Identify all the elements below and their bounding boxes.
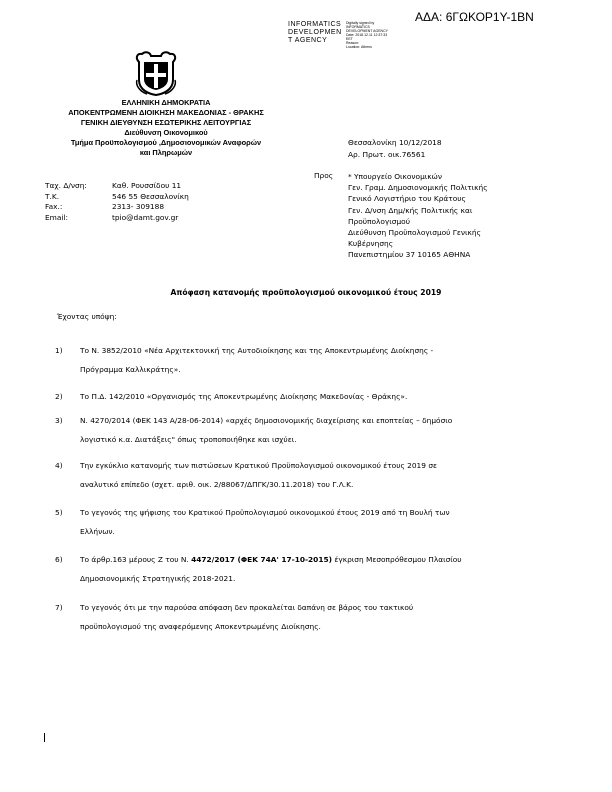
item-text-cont: αναλυτικό επίπεδο (σχετ. αριθ. οικ. 2/88067/ΔΠΓΚ/30.11.2018) του Γ.Λ.Κ. [80, 480, 354, 489]
text-cursor-mark [44, 733, 45, 742]
item-text: Ν. 4270/2014 (ΦΕΚ 143 Α/28-06-2014) «αρχές δημοσιονομικής διαχείρισης και εποπτείας – δημόσιο [80, 416, 453, 425]
ada-code: ΑΔΑ: 6ΓΩΚΟΡ1Υ-1ΒΝ [415, 10, 534, 24]
fine-line: Digitally signed by [346, 21, 375, 25]
issuer-block [20, 98, 312, 158]
list-item [55, 503, 540, 541]
recipients-block [348, 171, 488, 261]
contact-label: Τ.Κ. [45, 191, 60, 201]
recipient-line: Διεύθυνση Προϋπολογισμού Γενικής [348, 228, 481, 238]
protocol-number: Αρ. Πρωτ. οικ.76561 [348, 150, 426, 159]
recipient-line: * Υπουργείο Οικονομικών [348, 172, 442, 181]
list-item [55, 550, 540, 588]
signature-fine-print [346, 21, 388, 49]
email-value: tpio@damt.gov.gr [112, 212, 179, 222]
item-text: Το Ν. 3852/2010 «Νέα Αρχιτεκτονική της Αυτοδιοίκησης και της Αποκεντρωμένης Διοίκησης - [80, 346, 434, 355]
greek-coat-of-arms-icon [133, 48, 179, 96]
digital-signature-stamp [288, 21, 342, 45]
stamp-line: INFORMATICS [288, 21, 342, 28]
document-date: Θεσσαλονίκη 10/12/2018 [348, 138, 442, 147]
issuer-general-directorate: ΓΕΝΙΚΗ ΔΙΕΥΘΥΝΣΗ ΕΣΩΤΕΡΙΚΗΣ ΛΕΙΤΟΥΡΓΙΑΣ [80, 118, 252, 127]
fine-line: INFORMATICS [346, 25, 370, 29]
item-text-cont: Πρόγραμμα Καλλικράτης». [80, 365, 181, 374]
issuer-department: Τμήμα Προϋπολογισμού ,Δημοσιονομικών Αναφορών [70, 138, 262, 147]
recipient-line: Γεν. Γραμ. Δημοσιονομικής Πολιτικής [348, 183, 488, 193]
contact-row [45, 192, 189, 203]
fine-line: DEVELOPMENT AGENCY [346, 29, 388, 33]
recipient-line: Γεν. Δ/νση Δημ/κής Πολιτικής και [348, 205, 473, 215]
stamp-line: DEVELOPMEN [288, 29, 342, 36]
item-text-cont: Δημοσιονομικής Στρατηγικής 2018-2021. [80, 574, 236, 583]
contact-label: Ταχ. Δ/νση: [45, 181, 87, 190]
decision-title: Απόφαση κατανομής προϋπολογισμού οικονομικού έτους 2019 [170, 288, 442, 297]
item-number: 1) [55, 346, 63, 355]
issuer-country: ΕΛΛΗΝΙΚΗ ΔΗΜΟΚΡΑΤΙΑ [121, 98, 211, 107]
item-text-cont: λογιστικό κ.α. Διατάξεις" όπως τροποποιήθηκε και ισχύει. [80, 435, 297, 444]
item-text [55, 550, 540, 569]
item-text: Το Π.Δ. 142/2010 «Οργανισμός της Αποκεντρωμένης Διοίκησης Μακεδονίας - Θράκης». [80, 392, 408, 401]
contact-row [45, 181, 189, 192]
contact-value: 2313- 309188 [112, 202, 165, 211]
law-reference: 4472/2017 (ΦΕΚ 74Α' 17-10-2015) [191, 555, 332, 564]
list-item [55, 387, 540, 406]
fine-line: Location: Athens [346, 45, 372, 49]
item-text: Το γεγονός ότι με την παρούσα απόφαση δεν προκαλείται δαπάνη σε βάρος του τακτικού [80, 603, 414, 612]
item-text-part: Το άρθρ.163 μέρους Ζ του Ν. [80, 555, 192, 564]
item-number: 6) [55, 555, 63, 564]
contact-value: Καθ. Ρουσσίδου 11 [112, 181, 182, 190]
issuer-directorate: Διεύθυνση Οικονομικού [124, 128, 208, 137]
item-text-cont: Ελλήνων. [80, 527, 115, 536]
fine-line: EET [346, 37, 353, 41]
item-number: 2) [55, 392, 63, 401]
list-item [55, 341, 540, 379]
item-text-cont: προϋπολογισμού της αναφερόμενης Αποκεντρωμένης Διοίκησης. [80, 622, 321, 631]
fine-line: Reason: [346, 41, 360, 45]
stamp-line: T AGENCY [288, 37, 328, 44]
contact-value: 546 55 Θεσσαλονίκη [112, 191, 189, 201]
list-item [55, 598, 540, 636]
item-text: Την εγκύκλιο κατανομής των πιστώσεων Κρατικού Προϋπολογισμού οικονομικού έτους 2019 σε [80, 461, 437, 470]
issuer-department-cont: και Πληρωμών [139, 148, 193, 157]
item-number: 4) [55, 461, 63, 470]
item-number: 3) [55, 416, 63, 425]
contact-row [45, 213, 189, 224]
item-text: Το γεγονός της ψήφισης του Κρατικού Προϋπολογισμού οικονομικού έτους 2019 από τη Βουλή των [80, 508, 450, 517]
item-number: 5) [55, 508, 63, 517]
recipient-line: Προϋπολογισμού [348, 216, 410, 226]
issuer-authority: ΑΠΟΚΕΝΤΡΩΜΕΝΗ ΔΙΟΙΚΗΣΗ ΜΑΚΕΔΟΝΙΑΣ - ΘΡΑΚΗΣ [68, 108, 264, 117]
contact-label: Fax.: [45, 202, 63, 211]
considering-intro: Έχοντας υπόψη: [57, 312, 117, 321]
contact-row [45, 202, 189, 213]
recipient-line: Γενικό Λογιστήριο του Κράτους [348, 194, 466, 204]
fine-line: Date: 2018.12.11 12:37:33 [346, 33, 388, 37]
item-text-part: έγκριση Μεσοπρόθεσμου Πλαισίου [332, 555, 462, 564]
contact-label: Email: [45, 212, 68, 222]
item-number: 7) [55, 603, 63, 612]
recipient-line: Πανεπιστημίου 37 10165 ΑΘΗΝΑ [348, 250, 471, 260]
sender-contacts [45, 181, 189, 223]
to-label: Προς [314, 171, 334, 180]
list-item [55, 456, 540, 494]
recipient-line: Κυβέρνησης [348, 239, 394, 249]
list-item [55, 411, 540, 449]
